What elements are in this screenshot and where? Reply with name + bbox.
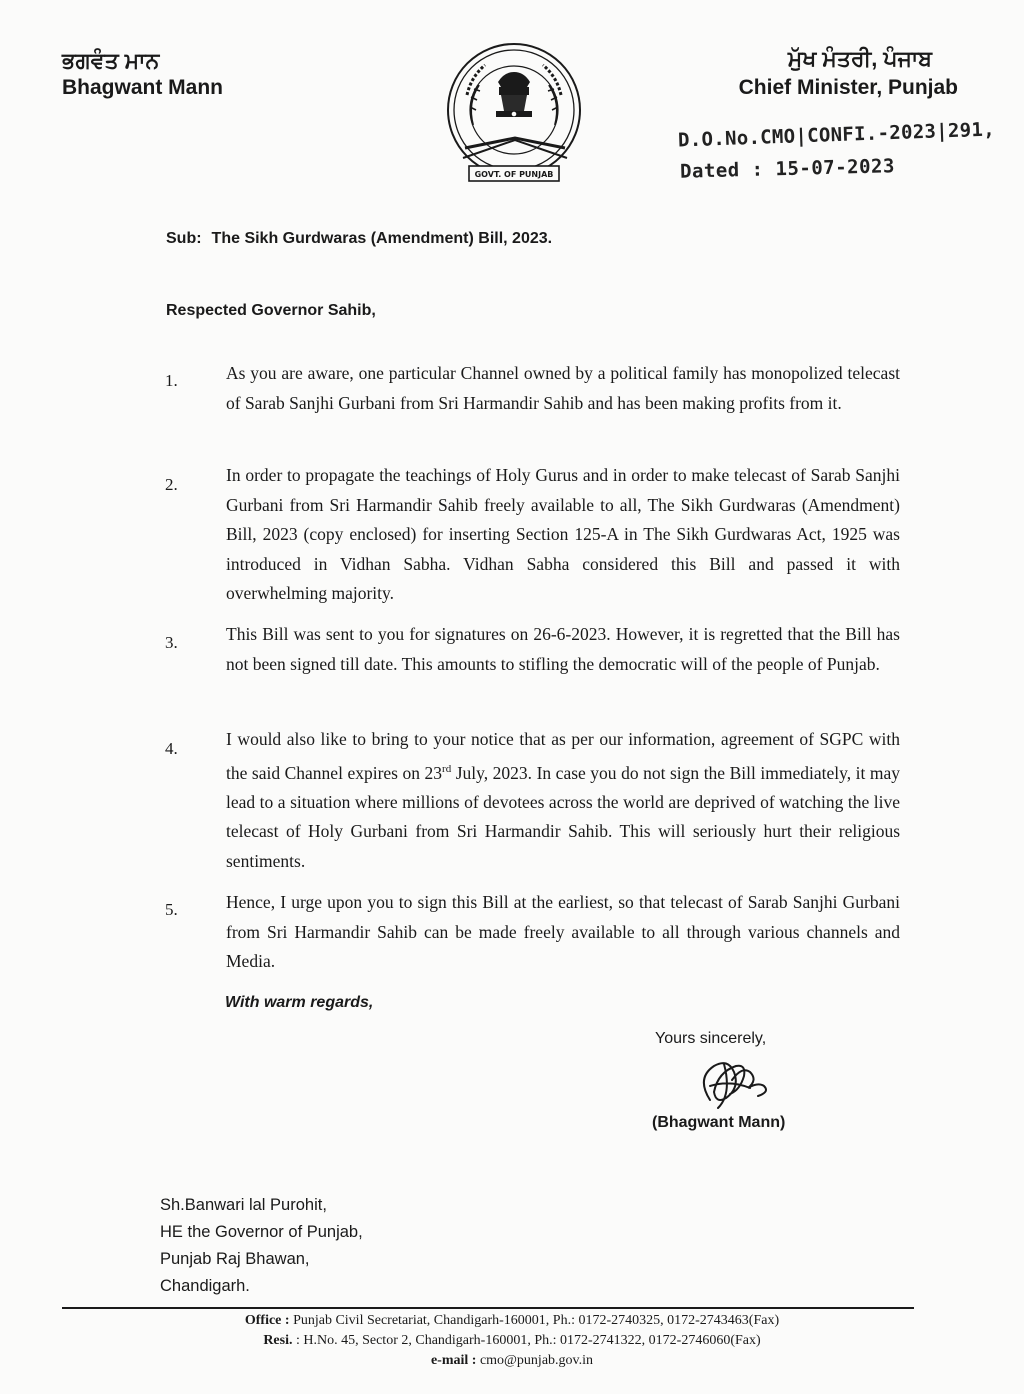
paragraph-number: 5. [165,900,178,919]
signatory-name: (Bhagwant Mann) [652,1114,786,1131]
footer-residence [0,1333,1024,1349]
addressee-line: HE the Governor of Punjab, [160,1223,363,1241]
residence-label: Resi. [263,1333,293,1348]
paragraph-2: In order to propagate the teachings of Holy Gurus and in order to make telecast of Sarab Sanjhi Gurbani from Sri Harmandir Sahib freely available to all, The Sikh Gurdwaras (Amendment) Bill, 2023 (copy enclosed) for inserting Section 125-A in The Sikh Gurdwaras Act, 1925 was introduced in Vidhan Sabha. Vidhan Sabha considered this Bill and passed it with overwhelming majority. [226,465,900,603]
paragraph-number: 4. [165,739,178,758]
office-title: Chief Minister, Punjab [738,76,958,99]
paragraph-number: 3. [165,633,178,652]
addressee-line: Punjab Raj Bhawan, [160,1250,310,1268]
salutation: Respected Governor Sahib, [166,302,376,319]
office-address: Punjab Civil Secretariat, Chandigarh-160001, Ph.: 0172-2740325, 0172-2743463(Fax) [289,1313,780,1328]
addressee-line: Sh.Banwari lal Purohit, [160,1196,327,1214]
subject-label: Sub: [166,230,202,247]
paragraph-3: This Bill was sent to you for signatures on 26-6-2023. However, it is regretted that the Bill has not been signed till date. This amounts to stifling the democratic will of the people of Punjab. [226,624,900,674]
email-label: e-mail : [430,1353,477,1368]
sender-name: Bhagwant Mann [62,76,223,99]
handwritten-signature-icon [680,1040,790,1120]
footer-office [0,1313,1024,1329]
residence-address: : H.No. 45, Sector 2, Chandigarh-160001, Ph.: 0172-2741322, 0172-2746060(Fax) [292,1333,761,1348]
paragraph-4-part-a: I would also like to bring to your notice that as per our information, agreement of SGPC with the said Channel expires on 23 [226,729,900,783]
punjab-emblem-icon [443,40,586,190]
paragraph-4-part-b: July, 2023. In case you do not sign the Bill immediately, it may lead to a situation where millions of devotees across the world are deprived of watching the live telecast of Holy Gurbani from Sri Harmandir Sahib. This will seriously hurt their religious sentiments. [226,762,900,871]
paragraph-number: 1. [165,371,178,390]
paragraph-number: 2. [165,475,178,494]
addressee-line: Chandigarh. [160,1277,250,1295]
email-address: cmo@punjab.gov.in [476,1353,594,1368]
office-label: Office : [244,1313,290,1328]
paragraph-5: Hence, I urge upon you to sign this Bill at the earliest, so that telecast of Sarab Sanjhi Gurbani from Sri Harmandir Sahib can be made freely available to all through various channels and Media. [226,892,900,971]
subject-text: The Sikh Gurdwaras (Amendment) Bill, 2023. [211,230,553,247]
closing-regards: With warm regards, [225,994,374,1011]
svg-text:GOVT. OF PUNJAB: GOVT. OF PUNJAB [474,170,554,179]
letter-date: Dated : 15-07-2023 [679,155,896,183]
sender-name-gurmukhi: ਭਗਵੰਤ ਮਾਨ [62,48,160,73]
yours-sincerely: Yours sincerely, [655,1030,767,1047]
footer-divider [62,1307,914,1309]
paragraph-4 [226,725,900,876]
reference-number: D.O.No.CMO|CONFI.-2023|291, [677,118,996,152]
paragraph-1: As you are aware, one particular Channel owned by a political family has monopolized telecast of Sarab Sanjhi Gurbani from Sri Harmandir Sahib and has been making profits from it. [226,363,900,413]
subject-line [166,230,552,248]
ordinal-suffix: rd [442,762,452,775]
footer-email [0,1353,1024,1369]
office-title-gurmukhi: ਮੁੱਖ ਮੰਤਰੀ, ਪੰਜਾਬ [787,46,932,71]
